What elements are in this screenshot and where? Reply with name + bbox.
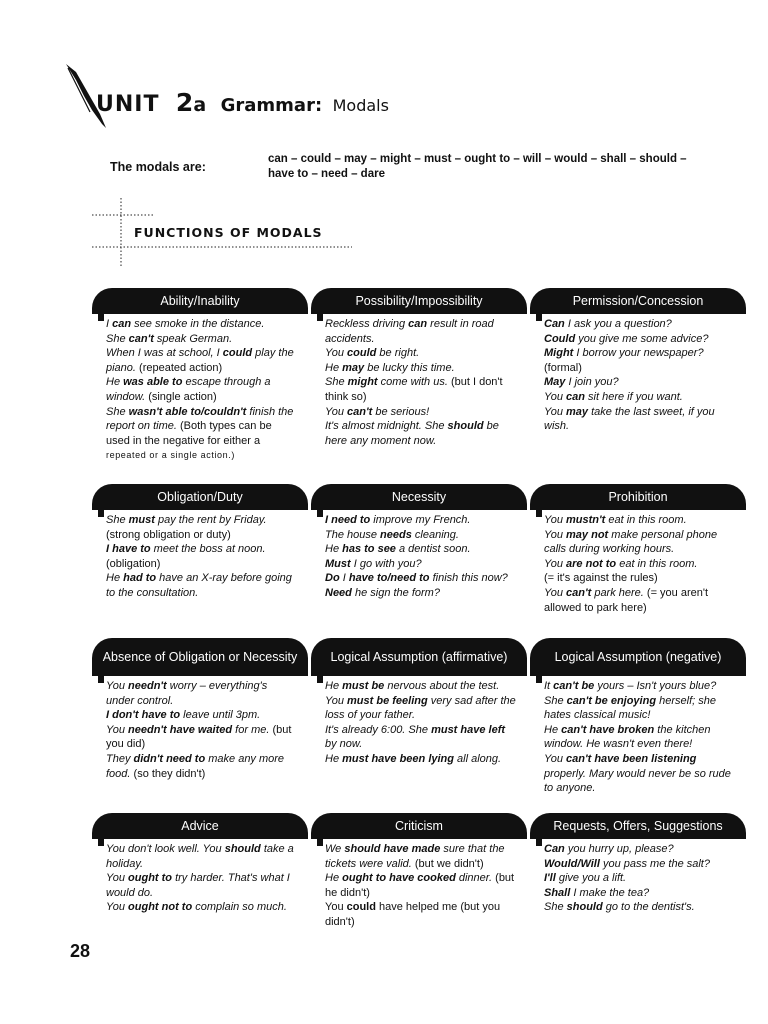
example-text: ought not to (128, 901, 193, 914)
card-body (92, 842, 308, 915)
example-text: make personal phone calls during working hours. (544, 528, 718, 556)
example-text: mustn't (566, 514, 606, 526)
example-text: can't have been listening (566, 752, 697, 765)
function-card (530, 484, 746, 615)
example-text: you hurry up, please? (564, 843, 674, 855)
example-text: (repeated action) (139, 361, 223, 374)
card-title: Permission/Concession (530, 288, 746, 314)
unit-number: 2a (175, 88, 207, 117)
example-text: by now. (325, 738, 363, 751)
example-text: can't be enjoying (566, 694, 657, 707)
example-text: leave until 3pm. (180, 709, 261, 722)
example-text: He (544, 723, 562, 736)
card-body (530, 679, 746, 796)
example-text: ought to have cooked (342, 872, 456, 885)
card-body (530, 513, 746, 615)
page-title (96, 88, 389, 117)
card-body (311, 317, 527, 448)
section-title: FUNCTIONS OF MODALS (134, 225, 323, 240)
example-text: He (325, 361, 343, 374)
example-text: Need (325, 586, 352, 599)
unit-letter: a (193, 94, 207, 116)
example-text: She (106, 332, 129, 345)
example-text: can't (128, 332, 154, 345)
example-text: wasn't able to/couldn't (128, 405, 247, 418)
example-text: the kitchen window. He wasn't even there! (544, 723, 711, 751)
example-text: be right. (376, 347, 420, 360)
example-text: You (544, 557, 567, 570)
example-text: We (325, 843, 345, 855)
grammar-label: Grammar: (220, 95, 323, 116)
example-text: I make the tea? (570, 886, 650, 899)
example-text: improve my French. (370, 514, 471, 526)
example-text: Could (544, 332, 576, 345)
card-body (311, 513, 527, 601)
function-card (311, 484, 527, 601)
example-text: I borrow your newspaper? (573, 347, 704, 360)
example-text: can (566, 390, 585, 403)
example-text: I join you? (565, 376, 619, 389)
card-title: Requests, Offers, Suggestions (530, 813, 746, 839)
example-text: must have been lying (342, 752, 454, 765)
example-text: have helped me (but you didn't) (325, 901, 501, 928)
function-card (311, 813, 527, 930)
function-card (92, 484, 308, 601)
example-text: herself; she hates classical music! (544, 694, 716, 722)
example-text: speak German. (153, 332, 233, 345)
example-text: Can (544, 318, 565, 330)
example-text: for me. (232, 723, 273, 736)
example-text: She (106, 514, 129, 526)
example-text: can't have broken (561, 723, 655, 736)
example-text: should have made (344, 843, 441, 855)
example-text: take a holiday. (106, 843, 294, 870)
example-text: had to (123, 572, 157, 585)
example-text: He (106, 376, 124, 389)
card-body (92, 513, 308, 601)
example-text: may (566, 405, 589, 418)
example-text: meet the boss at noon. (150, 543, 266, 556)
example-text: You (325, 347, 348, 360)
example-text: worry – everything's under control. (106, 680, 268, 707)
function-card (530, 813, 746, 915)
function-card (92, 638, 308, 781)
function-card (311, 638, 527, 767)
example-text: have to/need to (348, 572, 430, 585)
card-body (92, 317, 308, 463)
example-text: should (566, 901, 603, 914)
example-text: I (339, 572, 349, 585)
example-text: cleaning. (411, 528, 459, 541)
example-text: The house (325, 528, 381, 541)
example-text: finish the report on time. (106, 405, 294, 433)
example-text: park here. (591, 586, 647, 599)
example-text: (Both types can be used in the negative for either a (106, 420, 272, 447)
example-text: repeated or a single action.) (106, 450, 235, 461)
card-body (311, 679, 527, 767)
function-card (530, 288, 746, 434)
example-text: I'll (544, 872, 556, 885)
example-text: (but he didn't) (325, 872, 515, 899)
card-title: Necessity (311, 484, 527, 510)
example-text: could (346, 901, 376, 914)
example-text: I need to (325, 514, 371, 526)
modals-list: can – could – may – might – must – ought to – will – would – shall – should – have to – need – dare (268, 153, 687, 180)
example-text: Must (325, 557, 351, 570)
example-text: He (106, 572, 124, 585)
example-text: May (544, 376, 566, 389)
example-text: give you a lift. (555, 872, 627, 885)
example-text: It's almost midnight. She (325, 420, 448, 433)
example-text: must (128, 514, 155, 526)
example-text: yours – Isn't yours blue? (594, 680, 717, 692)
example-text: may (342, 361, 365, 374)
modals-label: The modals are: (110, 160, 206, 174)
card-title: Absence of Obligation or Necessity (92, 638, 308, 676)
example-text: Do (325, 572, 340, 585)
example-text: They (106, 752, 134, 765)
example-text: He (325, 872, 343, 885)
function-card (530, 638, 746, 796)
example-text: It (544, 680, 554, 692)
example-text: properly. Mary would never be so rude to anyone. (544, 767, 731, 795)
example-text: a dentist soon. (395, 543, 471, 556)
example-text: has to see (342, 543, 396, 556)
example-text: eat in this room. (605, 514, 687, 526)
example-text: must be feeling (347, 694, 428, 707)
example-text: It's already 6:00. She (325, 723, 432, 736)
example-text: try harder. That's what I would do. (106, 872, 290, 899)
topic-label: Modals (332, 96, 389, 115)
example-text: You (544, 528, 567, 541)
card-title: Possibility/Impossibility (311, 288, 527, 314)
example-text: She (544, 694, 567, 707)
example-text: You don't look well. You (106, 843, 225, 855)
example-text: dinner. (455, 872, 496, 885)
example-text: could (347, 347, 377, 360)
function-card (311, 288, 527, 448)
example-text: eat in this room. (616, 557, 698, 570)
example-text: very sad after the loss of your father. (325, 694, 516, 722)
example-text: you pass me the salt? (599, 857, 710, 870)
function-card (92, 288, 308, 463)
example-text: You (106, 723, 129, 736)
example-text: be lucky this time. (364, 361, 455, 374)
example-text: (single action) (148, 390, 217, 403)
example-text: (= you aren't allowed to park here) (544, 586, 709, 614)
example-text: escape through a window. (106, 376, 271, 403)
example-text: I have to (106, 543, 151, 556)
example-text: I go with you? (350, 557, 422, 570)
example-text: can't be (553, 680, 595, 692)
card-title: Obligation/Duty (92, 484, 308, 510)
example-text: go to the dentist's. (602, 901, 695, 914)
example-text: You (325, 694, 348, 707)
example-text: He (325, 752, 343, 765)
example-text: result in road accidents. (325, 318, 494, 345)
example-text: You (544, 405, 567, 418)
example-text: complain so much. (192, 901, 287, 914)
unit-word: UNIT (96, 92, 160, 117)
card-title: Logical Assumption (affirmative) (311, 638, 527, 676)
example-text: sure that the tickets were valid. (325, 843, 505, 870)
example-text: can't (347, 405, 373, 418)
example-text: all along. (454, 752, 502, 765)
example-text: can (112, 318, 132, 330)
example-text: (so they didn't) (133, 767, 206, 780)
example-text: (obligation) (106, 557, 161, 570)
unit-header (62, 62, 402, 132)
example-text: (= it's against the rules) (544, 572, 658, 585)
example-text: You (544, 752, 567, 765)
example-text: must have left (431, 723, 506, 736)
example-text: You (544, 586, 567, 599)
example-text: When I was at school, I (106, 347, 223, 360)
example-text: I don't have to (106, 709, 181, 722)
example-text: (formal) (544, 361, 582, 374)
example-text: needs (380, 528, 412, 541)
example-text: be serious! (372, 405, 430, 418)
example-text: (but we didn't) (414, 857, 484, 870)
example-text: (but I don't think so) (325, 376, 503, 403)
function-card (92, 813, 308, 915)
example-text: make any more food. (106, 752, 285, 780)
example-text: should (447, 420, 484, 433)
example-text: You (106, 872, 129, 885)
card-title: Advice (92, 813, 308, 839)
example-text: You (106, 680, 129, 692)
example-text: You (544, 390, 567, 403)
example-text: pay the rent by Friday. (154, 514, 267, 526)
example-text: You (544, 514, 567, 526)
card-body (530, 842, 746, 915)
example-text: She (325, 376, 348, 389)
example-text: can (408, 318, 428, 330)
card-body (92, 679, 308, 781)
example-text: play the piano. (106, 347, 294, 374)
example-text: finish this now? (429, 572, 508, 585)
example-text: can't (566, 586, 592, 599)
example-text: may not (566, 528, 609, 541)
example-text: nervous about the test. (384, 680, 500, 692)
example-text: he sign the form? (351, 586, 440, 599)
example-text: You (325, 405, 348, 418)
example-text: Might (544, 347, 574, 360)
example-text: He (325, 680, 343, 692)
example-text: sit here if you want. (585, 390, 683, 403)
example-text: (but you did) (106, 723, 292, 751)
example-text: (strong obligation or duty) (106, 528, 231, 541)
card-title: Ability/Inability (92, 288, 308, 314)
example-text: I ask you a question? (564, 318, 672, 330)
example-text: He (325, 543, 343, 556)
example-text: needn't have waited (128, 723, 233, 736)
example-text: ought to (128, 872, 173, 885)
card-title: Logical Assumption (negative) (530, 638, 746, 676)
card-title: Criticism (311, 813, 527, 839)
example-text: should (224, 843, 261, 855)
example-text: come with us. (377, 376, 451, 389)
example-text: didn't need to (133, 752, 206, 765)
example-text: have an X-ray before going to the consultation. (106, 572, 292, 599)
card-title: Prohibition (530, 484, 746, 510)
example-text: must be (342, 680, 385, 692)
example-text: I (106, 318, 113, 330)
card-body (311, 842, 527, 930)
example-text: She (106, 405, 129, 418)
example-text: Would/Will (544, 857, 600, 870)
example-text: could (222, 347, 253, 360)
example-text: You (325, 901, 347, 914)
example-text: take the last sweet, if you wish. (544, 405, 715, 433)
card-body (530, 317, 746, 434)
example-text: was able to (123, 376, 183, 389)
example-text: Can (544, 843, 565, 855)
example-text: needn't (128, 680, 167, 692)
example-text: are not to (566, 557, 617, 570)
example-text: She (544, 901, 567, 914)
example-text: You (106, 901, 129, 914)
example-text: you give me some advice? (575, 332, 709, 345)
example-text: Reckless driving (325, 318, 409, 330)
page-number: 28 (70, 941, 91, 961)
example-text: Shall (544, 886, 571, 899)
example-text: be here any moment now. (325, 420, 499, 447)
example-text: see smoke in the distance. (131, 318, 265, 330)
example-text: might (347, 376, 378, 389)
